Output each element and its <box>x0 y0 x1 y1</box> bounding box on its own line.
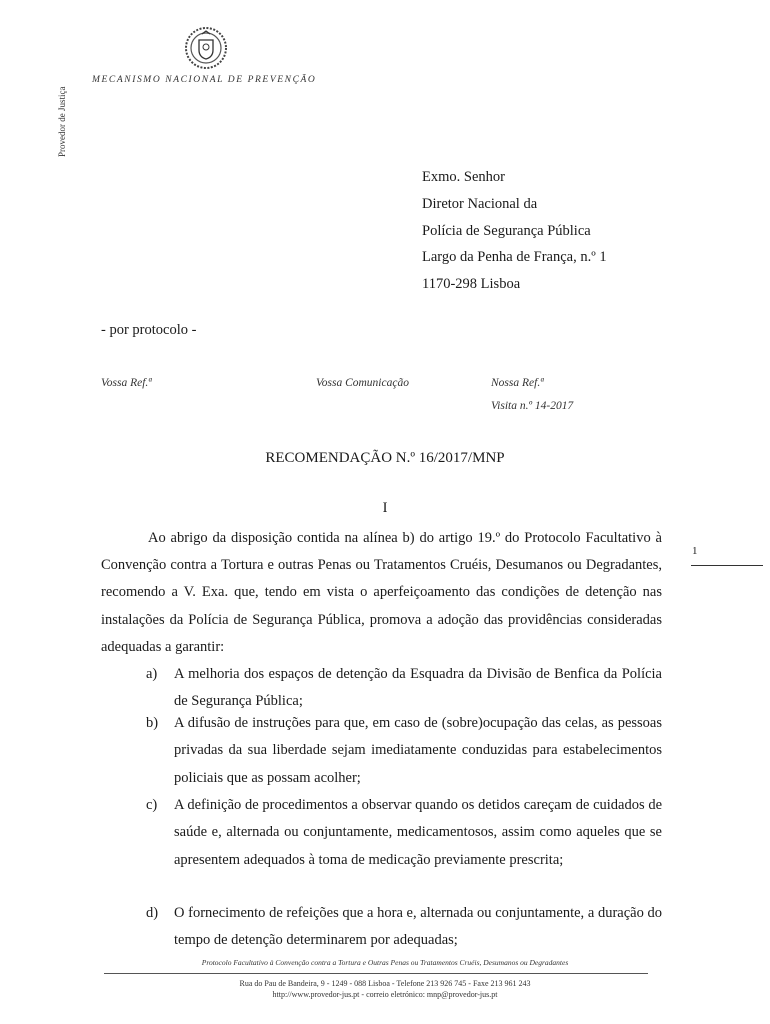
recommendation-title: RECOMENDAÇÃO N.º 16/2017/MNP <box>265 450 505 466</box>
footer-contacts: http://www.provedor-jus.pt - correio eletrónico: mnp@provedor-jus.pt <box>272 990 498 999</box>
footer-address: Rua do Pau de Bandeira, 9 - 1249 - 088 Lisboa - Telefone 213 926 745 - Faxe 213 961 243 <box>239 979 531 988</box>
list-item-text: A definição de procedimentos a observar quando os detidos careçam de cuidados de saúde e, alternada ou conjuntamente, medicamentosos, assim como aqueles que se apresentem adequados à toma de medicação previamente prescrita; <box>174 797 662 868</box>
section-number: I <box>382 500 388 516</box>
list-item-text: A difusão de instruções para que, em caso de (sobre)ocupação das celas, as pessoas privadas da sua liberdade sejam imediatamente conduzidas para estabelecimentos policiais que as possam acolher; <box>174 715 662 786</box>
recipient-line: 1170-298 Lisboa <box>422 276 521 293</box>
list-item <box>101 792 662 874</box>
list-item <box>101 710 662 792</box>
visita-number: Visita n.º 14-2017 <box>491 400 574 412</box>
delivery-method: - por protocolo - <box>101 322 197 338</box>
list-item-text: O fornecimento de refeições que a hora e, alternada ou conjuntamente, a duração do tempo de detenção determinarem por adequadas; <box>174 905 662 949</box>
list-item-label: c) <box>146 797 158 813</box>
list-item-text: A melhoria dos espaços de detenção da Esquadra da Divisão de Benfica da Polícia de Segurança Pública; <box>174 666 662 710</box>
recipient-line: Exmo. Senhor <box>422 169 505 185</box>
footer-divider <box>104 973 648 974</box>
organization-name: MECANISMO NACIONAL DE PREVENÇÃO <box>92 75 317 85</box>
list-item-label: a) <box>146 666 158 682</box>
list-item-label: b) <box>146 715 159 731</box>
vossa-ref-label: Vossa Ref.ª <box>101 377 152 389</box>
recipient-line: Diretor Nacional da <box>422 195 538 212</box>
footnote-number: 1 <box>692 545 698 557</box>
side-label: Provedor de Justiça <box>57 86 67 157</box>
recipient-address <box>422 164 607 298</box>
footer-address-block <box>0 978 770 1000</box>
footnote-line <box>691 565 763 566</box>
coat-of-arms-seal <box>184 26 228 70</box>
list-item <box>101 900 662 955</box>
list-item <box>101 661 662 716</box>
intro-text: Ao abrigo da disposição contida na alínea b) do artigo 19.º do Protocolo Facultativo à Convenção contra a Tortura e outras Penas ou Tratamentos Cruéis, Desumanos ou Degradantes, recomendo a V. Exa. que, tendo em vista o aperfeiçoamento das condições de detenção nas instalações da Polícia de Segurança Pública, promova a adoção das providências consideradas adequadas a garantir: <box>101 530 662 655</box>
footer-protocol-note: Protocolo Facultativo à Convenção contra a Tortura e Outras Penas ou Tratamentos Cruéis, Desumanos ou Degradantes <box>201 958 569 967</box>
recipient-line: Largo da Penha de França, n.º 1 <box>422 249 607 266</box>
intro-paragraph <box>101 525 662 661</box>
vossa-comunicacao-label: Vossa Comunicação <box>316 377 409 389</box>
recipient-line: Polícia de Segurança Pública <box>422 222 591 239</box>
list-item-label: d) <box>146 905 159 921</box>
nossa-ref-label: Nossa Ref.ª <box>491 377 544 389</box>
